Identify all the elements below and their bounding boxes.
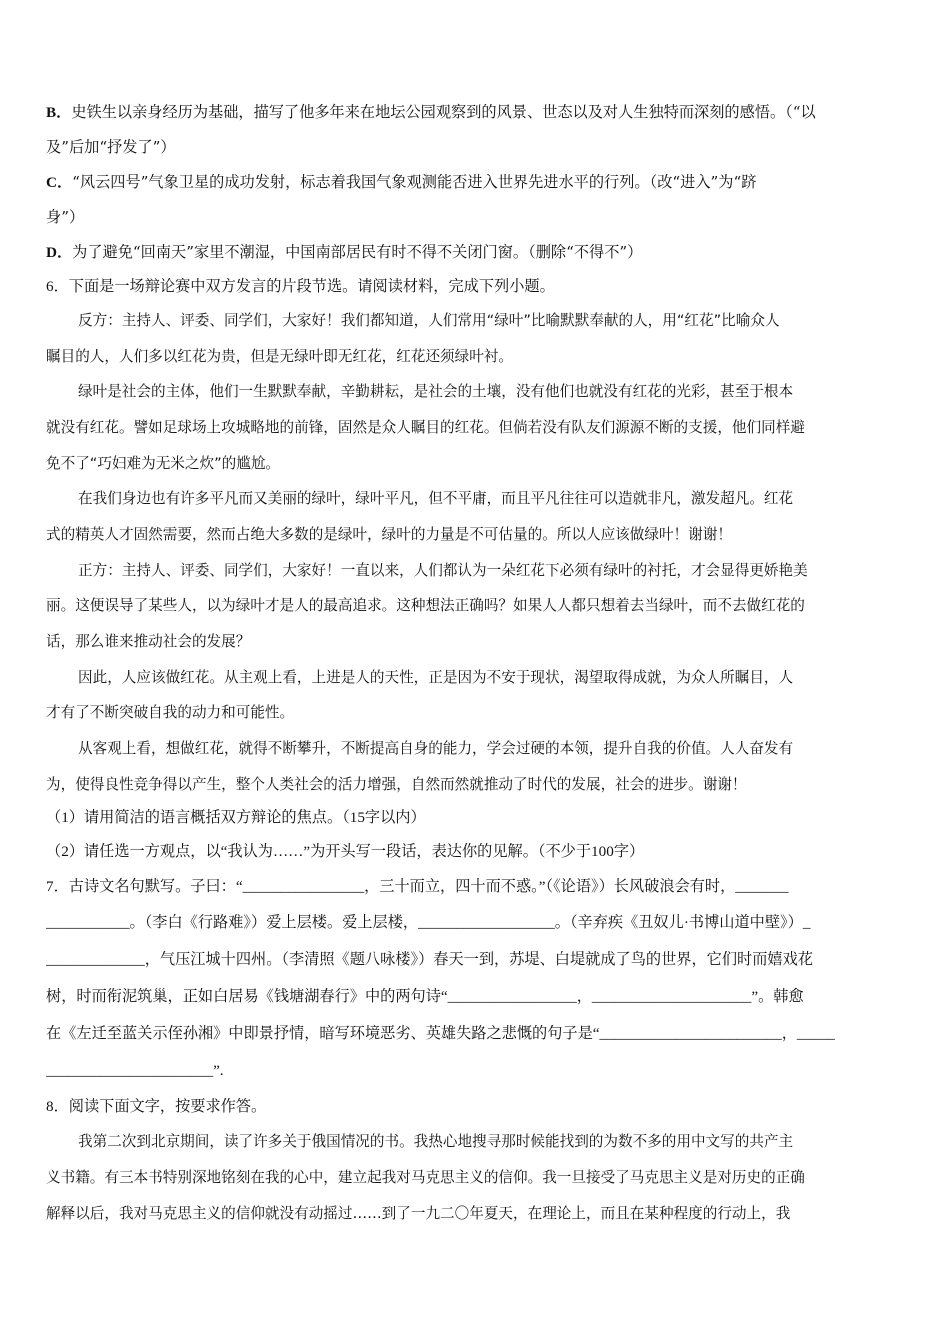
option-d-text: 为了避免“回南天”家里不潮湿，中国南部居民有时不得不关闭门窗。（删除“不得不”）	[72, 243, 643, 261]
option-c-line-1	[46, 171, 908, 194]
option-b-line-1	[46, 101, 908, 124]
con-side-para-2-line-3: 免不了“巧妇难为无米之炊”的尴尬。	[46, 455, 281, 472]
question-8-stem: 8．阅读下面文字，按要求作答。	[46, 1098, 267, 1115]
option-c-line-2: 身”）	[46, 208, 85, 226]
passage-8-line-3: 解释以后，我对马克思主义的信仰就没有动摇过……到了一九二〇年夏天，在理论上，而且在某种程度的行动上，我	[46, 1205, 791, 1222]
question-7-line-2: ___________。（李白《行路难》）爱上层楼。爱上层楼，__________________。（辛弃疾《丑奴儿·书博山道中壁》）_	[46, 914, 811, 931]
option-d-line	[46, 241, 908, 264]
con-side-para-2-line-2: 就没有红花。譬如足球场上攻城略地的前锋，固然是众人瞩目的红花。但倘若没有队友们源源不断的支援，他们同样避	[46, 419, 805, 436]
question-7-line-1: 7．古诗文名句默写。子曰：“________________，三十而立，四十而不惑。”（《论语》）长风破浪会有时，_______	[46, 878, 789, 895]
question-6-stem: 6．下面是一场辩论赛中双方发言的片段节选。请阅读材料，完成下列小题。	[46, 278, 555, 295]
pro-side-para-2-line-2: 才有了不断突破自我的动力和可能性。	[46, 704, 295, 721]
passage-8-line-1: 我第二次到北京期间，读了许多关于俄国情况的书。我热心地搜寻那时候能找到的为数不多的用中文写的共产主	[78, 1133, 794, 1150]
sub-question-2: （2）请任选一方观点，以“我认为……”为开头写一段话，表达你的见解。（不少于100字）	[46, 843, 645, 860]
option-b-text: 史铁生以亲身经历为基础，描写了他多年来在地坛公园观察到的风景、世态以及对人生独特而深刻的感悟。（“以	[71, 103, 816, 121]
option-d-marker: D．	[46, 244, 73, 261]
option-c-marker: C．	[46, 174, 73, 191]
con-side-para-2-line-1: 绿叶是社会的主体，他们一生默默奉献，辛勤耕耘，是社会的土壤，没有他们也就没有红花的光彩，甚至于根本	[78, 383, 794, 400]
question-7-line-4: 树，时而衔泥筑巢，正如白居易《钱塘湖春行》中的两句诗“_________________，_____________________”。韩愈	[46, 988, 804, 1005]
question-7-line-6: ______________________”.	[46, 1062, 224, 1079]
con-side-para-1-line-2: 瞩目的人，人们多以红花为贵，但是无绿叶即无红花，红花还须绿叶衬。	[46, 348, 514, 365]
con-side-para-3-line-1: 在我们身边也有许多平凡而又美丽的绿叶，绿叶平凡，但不平庸，而且平凡往往可以造就非凡，激发超凡。红花	[78, 490, 794, 507]
passage-8-line-2: 义书籍。有三本书特别深地铭刻在我的心中，建立起我对马克思主义的信仰。我一旦接受了马克思主义是对历史的正确	[46, 1169, 805, 1186]
question-7-line-3: _____________，气压江城十四州。（李清照《题八咏楼》）春天一到，苏堤、白堤就成了鸟的世界，它们时而嬉戏花	[46, 951, 813, 968]
pro-side-para-3-line-2: 为，使得良性竞争得以产生，整个人类社会的活力增强，自然而然就推动了时代的发展，社会的进步。谢谢！	[46, 776, 747, 793]
con-side-para-3-line-2: 式的精英人才固然需要，然而占绝大多数的是绿叶，绿叶的力量是不可估量的。所以人应该做绿叶！谢谢！	[46, 526, 732, 543]
pro-side-para-1-line-1: 正方：主持人、评委、同学们，大家好！一直以来，人们都认为一朵红花下必须有绿叶的衬托，才会显得更娇艳美	[78, 562, 808, 579]
option-b-marker: B．	[46, 104, 72, 121]
option-b-line-2: 及”后加“抒发了”）	[46, 138, 176, 156]
con-side-para-1-line-1: 反方：主持人、评委、同学们，大家好！我们都知道，人们常用“绿叶”比喻默默奉献的人，用“红花”比喻众人	[78, 312, 780, 329]
pro-side-para-1-line-3: 话，那么谁来推动社会的发展？	[46, 633, 251, 650]
pro-side-para-2-line-1: 因此，人应该做红花。从主观上看，上进是人的天性，正是因为不安于现状，渴望取得成就，为众人所瞩目，人	[78, 669, 794, 686]
sub-question-1: （1）请用简洁的语言概括双方辩论的焦点。（15字以内）	[46, 809, 426, 826]
option-c-text: “风云四号”气象卫星的成功发射，标志着我国气象观测能否进入世界先进水平的行列。（改“进入”为“跻	[72, 173, 757, 191]
question-7-line-5: 在《左迁至蓝关示侄孙湘》中即景抒情，暗写环境恶劣、英雄失路之悲慨的句子是“________________________，_____	[46, 1025, 835, 1042]
pro-side-para-3-line-1: 从客观上看，想做红花，就得不断攀升，不断提高自身的能力，学会过硬的本领，提升自我的价值。人人奋发有	[78, 740, 794, 757]
pro-side-para-1-line-2: 丽。这便误导了某些人，以为绿叶才是人的最高追求。这种想法正确吗？如果人人都只想着去当绿叶，而不去做红花的	[46, 597, 805, 614]
